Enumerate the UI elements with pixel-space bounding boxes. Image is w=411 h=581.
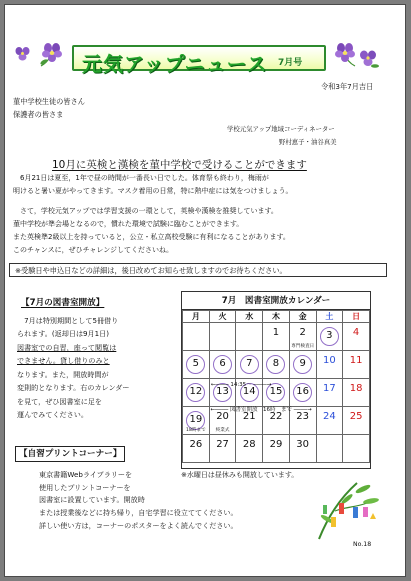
recipient-line: 保護者の皆さま xyxy=(13,110,64,119)
newsletter-banner xyxy=(72,45,326,76)
weekday-header: 木 xyxy=(263,311,290,323)
weekday-header: 水 xyxy=(236,311,263,323)
day-note: 専門検査日 xyxy=(291,344,315,349)
calendar-day: 29 xyxy=(263,435,290,463)
calendar-day xyxy=(316,323,343,351)
article-line: さて，学校元気アップでは学習支援の一環として，英検や漢検を推奨しています。 xyxy=(13,207,278,215)
calendar-footnote: ※水曜日は昼休みも開放しています。 xyxy=(181,471,299,479)
weekday-header: 金 xyxy=(289,311,316,323)
calendar-day: 10 xyxy=(316,351,343,379)
library-calendar xyxy=(181,291,371,469)
hours-note: ←──── 14:35～ ────→ xyxy=(210,382,272,388)
calendar-day: 11 xyxy=(343,351,370,379)
calendar-day: 12 xyxy=(183,379,210,407)
calendar-day: 22 xyxy=(263,407,290,435)
calendar-day: 14 xyxy=(236,379,263,407)
issue-label: 7月号 xyxy=(278,58,303,68)
calendar-day: 4 xyxy=(343,323,370,351)
calendar-day: 25 xyxy=(343,407,370,435)
calendar-day: 18 xyxy=(343,379,370,407)
newsletter-page xyxy=(4,4,406,577)
calendar-title: 7月 図書室開放カレンダー xyxy=(182,292,370,310)
library-text-line: られます。(返却日は9月1日) xyxy=(17,329,110,338)
print-corner-line: 詳しい使い方は，コーナーのポスターをよく読んでください。 xyxy=(39,521,238,530)
calendar-day: 1 xyxy=(263,323,290,351)
article-headline: 10月に英検と漢検を菫中学校で受けることができます xyxy=(52,159,307,171)
open-day-circle: 3 xyxy=(320,327,339,346)
calendar-day: 24 xyxy=(316,407,343,435)
violet-flower-icon xyxy=(39,41,65,67)
calendar-day: 19 18時まで xyxy=(183,407,210,435)
calendar-day: 23 xyxy=(289,407,316,435)
library-text-line: なります。また，開放時間が xyxy=(17,370,109,379)
hours-note: ←──── 図書室開放 16時 まで ────→ xyxy=(210,407,312,413)
weekday-header: 火 xyxy=(209,311,236,323)
calendar-day: 6 xyxy=(209,351,236,379)
library-text-line: 7月は特別期間として5冊借り xyxy=(17,316,119,325)
library-text-line: を見て，ぜひ図書室に足を xyxy=(17,397,102,406)
notice-box: ※受験日や申込日などの詳細は，後日改めてお知らせ致しますのでお待ちください。 xyxy=(9,263,387,277)
print-corner-line: 使用したプリントコーナーを xyxy=(39,483,131,492)
violet-flower-icon xyxy=(357,49,379,69)
weekday-header: 月 xyxy=(183,311,210,323)
page-number: No.18 xyxy=(353,541,372,548)
article-line: また英検準2級以上を持っていると，公立・私立高校受験に有利になることがあります。 xyxy=(13,233,290,241)
violet-flower-icon xyxy=(13,45,33,63)
weekday-header: 土 xyxy=(316,311,343,323)
sender-names: 野村恵子・油谷真美 xyxy=(279,138,337,146)
tanabata-bamboo-icon xyxy=(305,479,385,541)
calendar-day: 17 xyxy=(316,379,343,407)
print-corner-title: 【自習プリントコーナー】 xyxy=(15,446,125,462)
calendar-day: 5 xyxy=(183,351,210,379)
print-corner-line: 図書室に設置しています。開放時 xyxy=(39,495,145,504)
calendar-day: 16 xyxy=(289,379,316,407)
article-line: 明けると暑い夏がやってきます。マスク着用の日常，特に熱中症には気をつけましょう。 xyxy=(13,187,293,195)
calendar-day xyxy=(183,323,210,351)
article-line: 6月21日は夏至，1年で昼の時間が一番長い日でした。体育祭も終わり，梅雨が xyxy=(13,174,269,182)
recipient-line: 菫中学校生徒の皆さん xyxy=(13,97,85,106)
calendar-day: 21 xyxy=(236,407,263,435)
article-line: このチャンスに，ぜひチャレンジしてくださいね。 xyxy=(13,246,174,254)
calendar-day: 8 xyxy=(263,351,290,379)
calendar-day xyxy=(316,435,343,463)
calendar-day: 30 xyxy=(289,435,316,463)
calendar-day: 13 xyxy=(209,379,236,407)
calendar-day: 15 xyxy=(263,379,290,407)
article-line: 菫中学校が準会場となるので，慣れた環境で試験に臨むことができます。 xyxy=(13,220,244,228)
calendar-day: 27 xyxy=(209,435,236,463)
library-section-title: 【7月の図書室開放】 xyxy=(21,298,105,308)
calendar-day: 28 xyxy=(236,435,263,463)
library-text-line: 運んでみてください。 xyxy=(17,410,88,419)
library-text-line: 図書室での自習，座って閲覧は xyxy=(17,343,117,352)
calendar-day: 7 xyxy=(236,351,263,379)
calendar-day: 9 xyxy=(289,351,316,379)
calendar-day xyxy=(343,435,370,463)
calendar-day: 20 終業式 xyxy=(209,407,236,435)
library-text-line: できません。貸し借りのみと xyxy=(17,356,110,365)
calendar-day: 2 専門検査日 xyxy=(289,323,316,351)
newsletter-title: 元気アップニュース xyxy=(82,52,268,76)
weekday-header: 日 xyxy=(343,311,370,323)
issue-date: 令和3年7月吉日 xyxy=(321,82,374,91)
violet-flower-icon xyxy=(333,41,357,67)
sender-org: 学校元気アップ地域コーディネーター xyxy=(227,125,335,133)
print-corner-line: または授業後などに持ち帰り，自宅学習に役立ててください。 xyxy=(39,508,238,517)
calendar-day xyxy=(236,323,263,351)
calendar-day: 26 xyxy=(183,435,210,463)
calendar-day xyxy=(209,323,236,351)
library-text-line: 変則的となります。右のカレンダー xyxy=(17,383,130,392)
print-corner-line: 東京書籍Webライブラリーを xyxy=(39,470,133,479)
